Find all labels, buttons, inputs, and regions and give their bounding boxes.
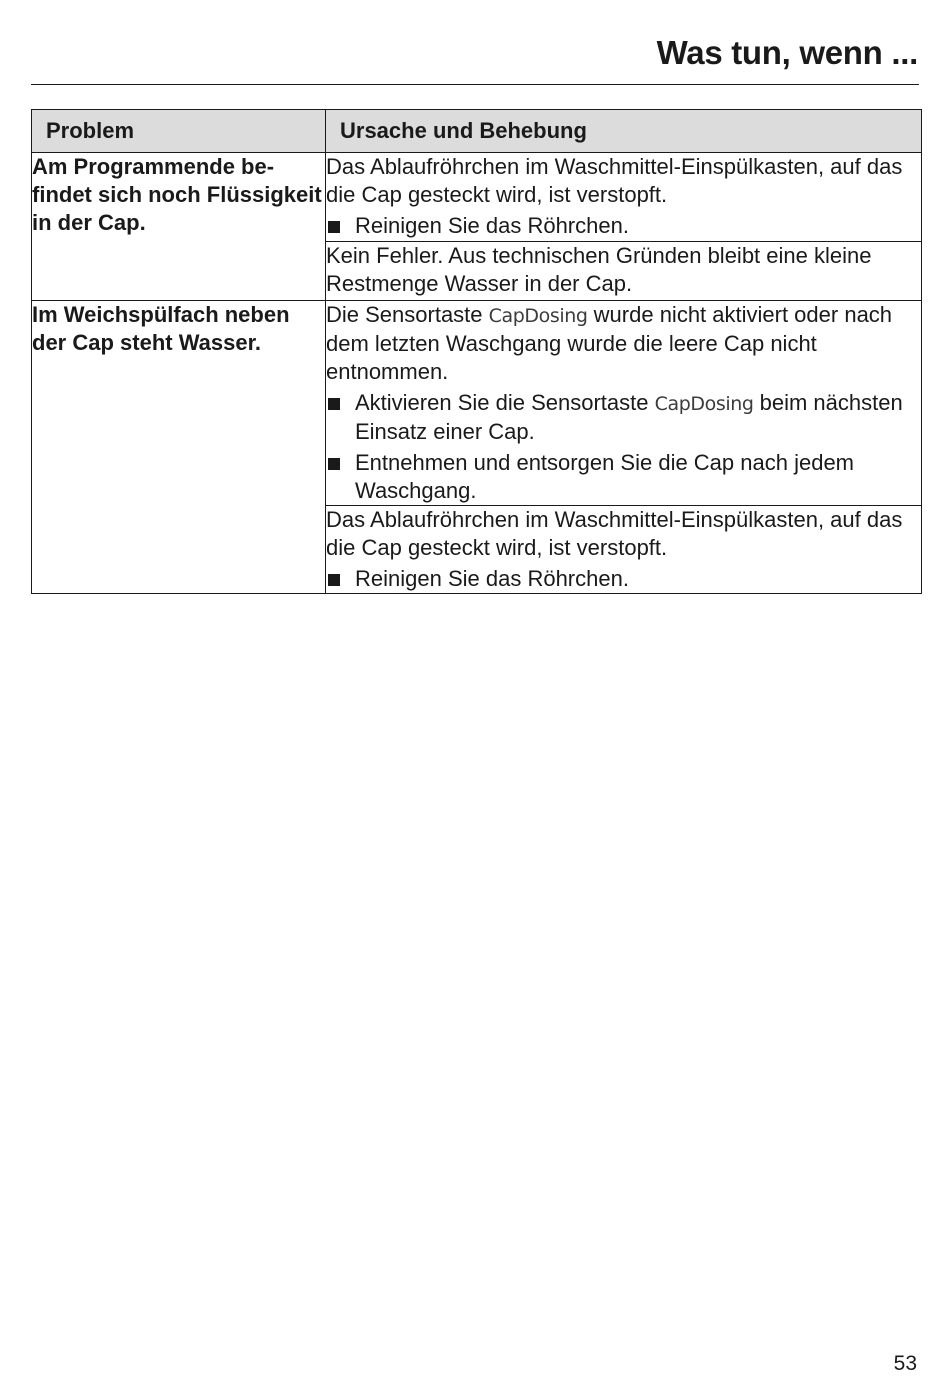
square-bullet-icon xyxy=(328,574,340,586)
page-number: 53 xyxy=(893,1352,917,1375)
remedy-text: Reinigen Sie das Röhrchen. xyxy=(355,566,629,591)
cause-cell xyxy=(326,301,922,506)
table-row xyxy=(32,153,922,242)
remedy-item xyxy=(326,389,921,446)
square-bullet-icon xyxy=(328,458,340,470)
cause-cell xyxy=(326,506,922,594)
title-divider xyxy=(31,84,919,85)
cause-text: Das Ablaufröhrchen im Waschmittel-Einspülkasten, auf das die Cap gesteckt wird, ist verstopft. xyxy=(326,507,903,560)
remedy-text-part: beim nächsten Einsatz einer Cap. xyxy=(355,390,903,444)
cause-cell xyxy=(326,153,922,242)
remedy-text: Entnehmen und entsorgen Sie die Cap nach jedem Waschgang. xyxy=(355,450,855,503)
cause-text: Das Ablaufröhrchen im Waschmittel-Einspülkasten, auf das die Cap gesteckt wird, ist verstopft. xyxy=(326,154,903,207)
troubleshooting-table xyxy=(31,109,922,594)
table-row xyxy=(32,301,922,506)
table-header-row xyxy=(32,110,922,153)
cause-cell: Kein Fehler. Aus technischen Gründen bleibt eine kleine Restmenge Wasser in der Cap. xyxy=(326,242,922,301)
column-header-problem: Problem xyxy=(32,110,326,153)
cause-text-part: Die Sensortaste xyxy=(326,302,489,327)
cause-text xyxy=(326,301,921,386)
square-bullet-icon xyxy=(328,221,340,233)
page-title: Was tun, wenn ... xyxy=(656,34,918,71)
remedy-text: Reinigen Sie das Röhrchen. xyxy=(355,213,629,238)
column-header-cause: Ursache und Behebung xyxy=(326,110,922,153)
sensor-key-label: CapDosing xyxy=(654,393,754,415)
remedy-text xyxy=(355,389,921,446)
remedy-item xyxy=(326,449,921,505)
cause-text-part: wurde nicht aktiviert oder nach dem letzten Waschgang wurde die leere Cap nicht entnommen. xyxy=(326,302,893,384)
sensor-key-label: CapDosing xyxy=(488,305,588,327)
square-bullet-icon xyxy=(328,398,340,410)
remedy-text-part: Aktivieren Sie die Sensortaste xyxy=(355,390,655,415)
problem-cell: Am Programmende befindet sich noch Flüssigkeit in der Cap. xyxy=(32,153,326,301)
remedy-item xyxy=(326,212,921,240)
problem-cell: Im Weichspülfach neben der Cap steht Wasser. xyxy=(32,301,326,594)
remedy-item xyxy=(326,565,921,593)
